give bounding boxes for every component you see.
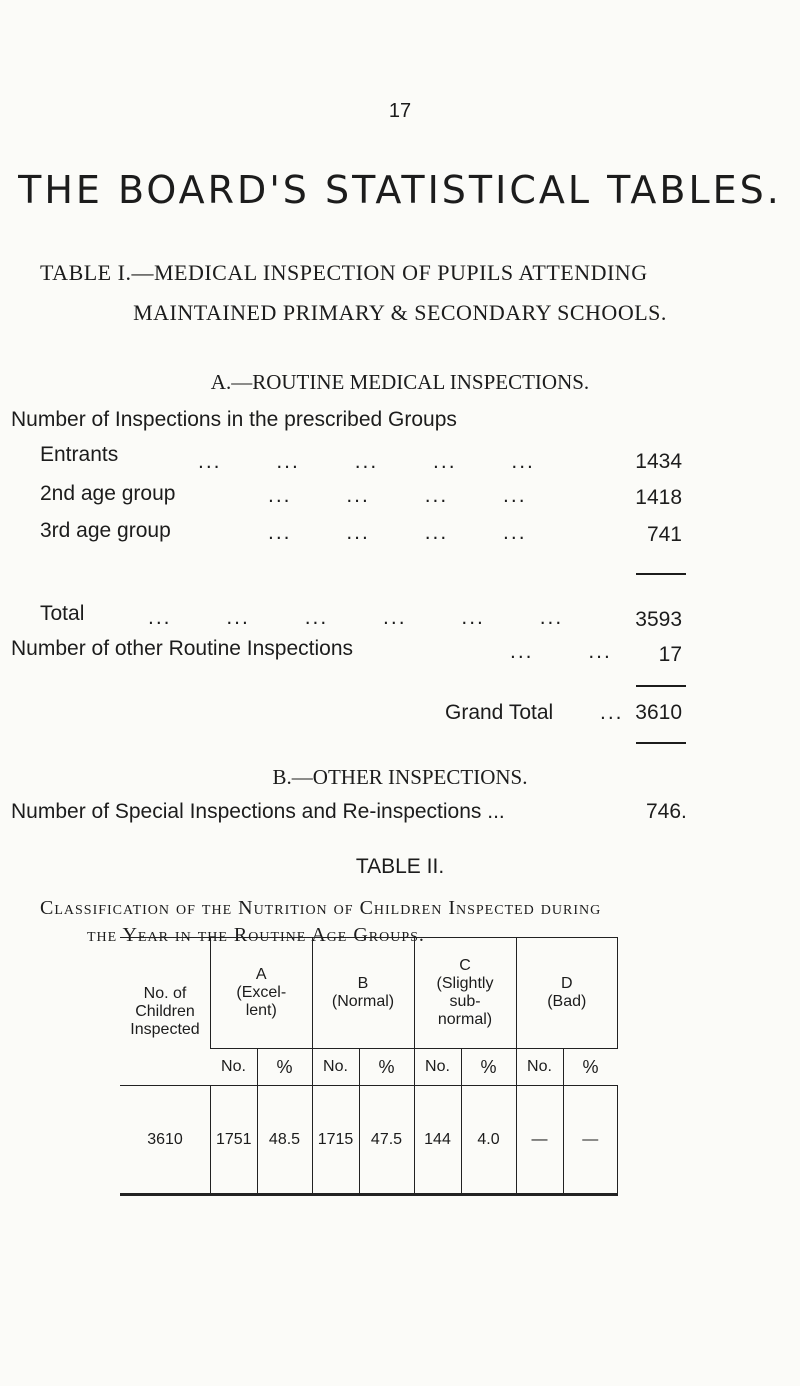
section-a-subheading: Number of Inspections in the prescribed Groups [11, 408, 457, 431]
other-value: 17 [658, 643, 682, 666]
header-children-inspected [120, 938, 211, 1086]
double-rule [636, 742, 686, 744]
page-number: 17 [388, 100, 412, 122]
table1-title-line2: MAINTAINED PRIMARY & SECONDARY SCHOOLS. [133, 300, 667, 325]
table-row [120, 1086, 618, 1195]
cell-b-no: 1715 [312, 1086, 359, 1195]
row-label-2nd-age: 2nd age group [40, 482, 176, 505]
header-b-normal [312, 938, 414, 1049]
subheader-c-pct: % [461, 1049, 516, 1086]
total-value: 3593 [635, 608, 682, 631]
header-text: Inspected [130, 1020, 200, 1038]
header-text: sub- [449, 993, 481, 1010]
cell-a-no: 1751 [211, 1086, 258, 1195]
header-text: (Normal) [331, 993, 395, 1010]
cell-a-pct: 48.5 [257, 1086, 312, 1195]
leader-dots: ... [600, 701, 624, 724]
row-label-3rd-age: 3rd age group [40, 519, 171, 542]
subheader-c-no: No. [414, 1049, 461, 1086]
grand-total-label: Grand Total [445, 701, 554, 724]
row-value-2nd-age: 1418 [635, 486, 682, 509]
header-text: normal) [437, 1011, 493, 1028]
subheader-b-pct: % [359, 1049, 414, 1086]
cell-children: 3610 [120, 1086, 211, 1195]
sum-rule [636, 573, 686, 575]
subheader-a-no: No. [211, 1049, 258, 1086]
leader-dots: ... ... ... ... ... ... [148, 606, 564, 629]
header-text: (Slightly [436, 975, 494, 992]
cell-c-no: 144 [414, 1086, 461, 1195]
section-a-heading: A.—ROUTINE MEDICAL INSPECTIONS. [210, 370, 590, 394]
cell-d-pct: — [563, 1086, 618, 1195]
header-text: (Excel- [236, 984, 287, 1001]
total-label: Total [40, 602, 85, 625]
header-text: No. of [143, 984, 187, 1002]
row-value-entrants: 1434 [635, 450, 682, 473]
header-c-slightly-subnormal [414, 938, 516, 1049]
sum-rule [636, 685, 686, 687]
table2-caption-line2: the Year in the Routine Age Groups. [87, 924, 425, 946]
table2-title: TABLE II. [355, 855, 445, 878]
cell-b-pct: 47.5 [359, 1086, 414, 1195]
header-text: A [255, 966, 267, 983]
other-label: Number of other Routine Inspections [11, 637, 354, 660]
header-text: lent) [245, 1002, 277, 1019]
header-text: Children [135, 1002, 195, 1020]
special-inspections-value: 746. [646, 800, 687, 823]
row-value-3rd-age: 741 [646, 523, 682, 546]
table-header-row [120, 938, 618, 1049]
subheader-b-no: No. [312, 1049, 359, 1086]
subheader-d-pct: % [563, 1049, 618, 1086]
header-text: B [357, 975, 369, 992]
grand-total-value: 3610 [635, 701, 682, 724]
leader-dots: ... ... ... ... [268, 521, 527, 544]
leader-dots: ... ... ... ... ... [198, 450, 535, 473]
row-label-entrants: Entrants [40, 443, 119, 466]
header-d-bad [516, 938, 618, 1049]
table1-title-line1: TABLE I.—MEDICAL INSPECTION OF PUPILS ATTENDING [40, 260, 648, 285]
header-text: C [459, 957, 471, 974]
section-b-heading: B.—OTHER INSPECTIONS. [272, 765, 528, 789]
page-heading: THE BOARD'S STATISTICAL TABLES. [18, 168, 782, 212]
leader-dots: ... ... ... ... [268, 484, 527, 507]
special-inspections-label: Number of Special Inspections and Re-inspections ... [11, 800, 505, 823]
header-text: (Bad) [547, 993, 587, 1010]
table2-caption-line1: Classification of the Nutrition of Children Inspected during [40, 897, 602, 919]
cell-c-pct: 4.0 [461, 1086, 516, 1195]
nutrition-table [120, 937, 618, 1196]
header-text: D [560, 975, 573, 992]
leader-dots: ... ... [510, 640, 612, 663]
subheader-d-no: No. [516, 1049, 563, 1086]
subheader-a-pct: % [257, 1049, 312, 1086]
cell-d-no: — [516, 1086, 563, 1195]
header-a-excellent [211, 938, 313, 1049]
